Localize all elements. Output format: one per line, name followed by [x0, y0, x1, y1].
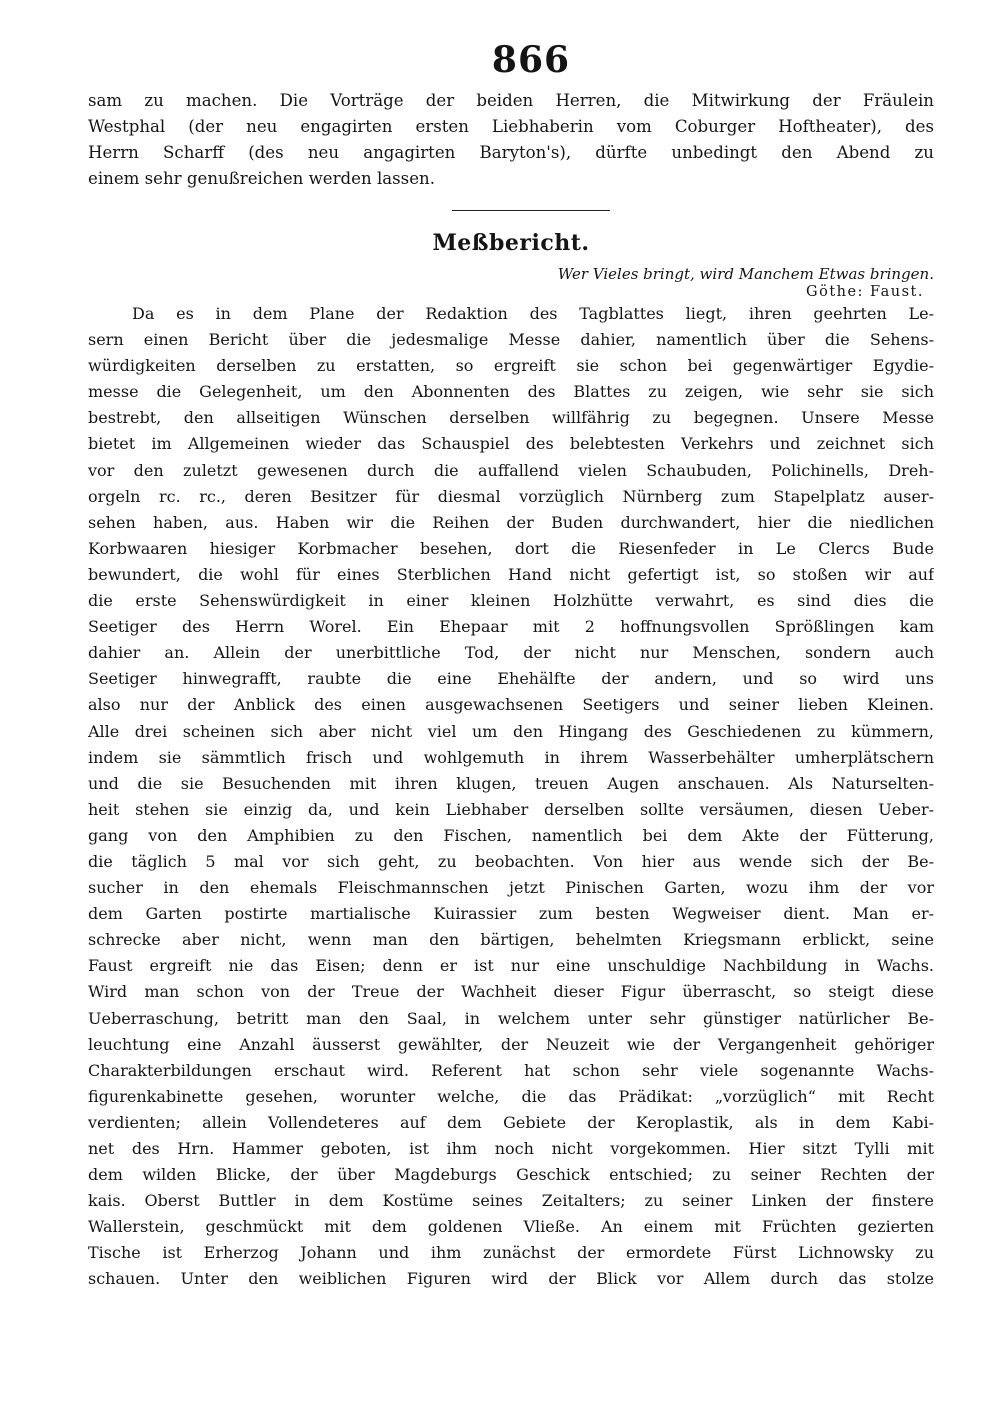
text-line: kais. Oberst Buttler in dem Kostüme seines Zeitalters; zu seiner Linken der finstere: [88, 1191, 934, 1211]
text-line: Wird man schon von der Treue der Wachheit dieser Figur überrascht, so steigt diese: [88, 982, 934, 1002]
text-line: dem wilden Blicke, der über Magdeburgs Geschick entschied; zu seiner Rechten der: [88, 1165, 934, 1185]
text-line: würdigkeiten derselben zu erstatten, so ergreift sie schon bei gegenwärtiger Egydie-: [88, 356, 934, 376]
text-line: sehen haben, aus. Haben wir die Reihen der Buden durchwandert, hier die niedlichen: [88, 512, 934, 532]
text-line: bietet im Allgemeinen wieder das Schauspiel des belebtesten Verkehrs und zeichnet sich: [88, 434, 934, 454]
text-line: dem Garten postirte martialische Kuirassier zum besten Wegweiser dient. Man er-: [88, 904, 934, 924]
section-divider: [452, 210, 610, 211]
text-line: schrecke aber nicht, wenn man den bärtigen, behelmten Kriegsmann erblickt, seine: [88, 930, 934, 950]
text-line: dahier an. Allein der unerbittliche Tod, der nicht nur Menschen, sondern auch: [88, 643, 934, 663]
text-line: und die sie Besuchenden mit ihren klugen, treuen Augen anschauen. Als Naturselten-: [88, 773, 934, 793]
text-line: bestrebt, den allseitigen Wünschen derselben willfährig zu begegnen. Unsere Messe: [88, 408, 934, 428]
text-line: also nur der Anblick des einen ausgewachsenen Seetigers und seiner lieben Kleinen.: [88, 695, 934, 715]
section-motto: Wer Vieles bringt, wird Manchem Etwas bringen.: [557, 265, 934, 283]
text-line: sam zu machen. Die Vorträge der beiden Herren, die Mitwirkung der Fräulein: [88, 91, 934, 110]
page-number: 866: [491, 39, 571, 81]
intro-paragraph: [88, 88, 934, 192]
text-line: schauen. Unter den weiblichen Figuren wird der Blick vor Allem durch das stolze: [88, 1269, 934, 1289]
text-line: Seetiger des Herrn Worel. Ein Ehepaar mit 2 hoffnungsvollen Sprößlingen kam: [88, 617, 934, 637]
motto-attribution: Göthe: Faust.: [806, 284, 924, 300]
text-line: figurenkabinette gesehen, worunter welche, die das Prädikat: „vorzüglich“ mit Recht: [88, 1086, 934, 1106]
text-line: vor den zuletzt gewesenen durch die auffallend vielen Schaubuden, Polichinells, Dreh-: [88, 460, 934, 480]
text-line: Tische ist Erherzog Johann und ihm zunächst der ermordete Fürst Lichnowsky zu: [88, 1243, 934, 1263]
text-line: leuchtung eine Anzahl äusserst gewählter, der Neuzeit wie der Vergangenheit gehöriger: [88, 1034, 934, 1054]
text-line: net des Hrn. Hammer geboten, ist ihm noch nicht vorgekommen. Hier sitzt Tylli mit: [88, 1139, 934, 1158]
text-line: Korbwaaren hiesiger Korbmacher besehen, dort die Riesenfeder in Le Clercs Bude: [88, 538, 934, 558]
text-line: Ueberraschung, betritt man den Saal, in welchem unter sehr günstiger natürlicher Be-: [88, 1008, 934, 1028]
text-line: sucher in den ehemals Fleischmannschen jetzt Pinischen Garten, wozu ihm der vor: [88, 878, 934, 898]
text-line: Da es in dem Plane der Redaktion des Tagblattes liegt, ihren geehrten Le-: [132, 304, 934, 323]
document-page: [88, 38, 934, 1293]
text-line: die erste Sehenswürdigkeit in einer kleinen Holzhütte verwahrt, es sind dies die: [88, 591, 934, 611]
text-line: Faust ergreift nie das Eisen; denn er ist nur eine unschuldige Nachbildung in Wachs.: [88, 956, 934, 976]
article-body: [88, 301, 934, 1293]
text-line: die täglich 5 mal vor sich geht, zu beobachten. Von hier aus wende sich der Be-: [88, 851, 934, 871]
text-line: sern einen Bericht über die jedesmalige Messe dahier, namentlich über die Sehens-: [88, 330, 934, 350]
text-line: Herrn Scharff (des neu angagirten Baryton's), dürfte unbedingt den Abend zu: [88, 143, 934, 162]
text-line: Seetiger hinwegrafft, raubte die eine Ehehälfte der andern, und so wird uns: [88, 669, 934, 689]
section-title: Meßbericht.: [432, 230, 590, 256]
text-line: Alle drei scheinen sich aber nicht viel um den Hingang des Geschiedenen zu kümmern,: [88, 721, 934, 741]
text-line: verdienten; allein Vollendeteres auf dem Gebiete der Keroplastik, als in dem Kabi-: [88, 1112, 934, 1132]
text-line: Wallerstein, geschmückt mit dem goldenen Vließe. An einem mit Früchten gezierten: [88, 1217, 934, 1237]
text-line: Westphal (der neu engagirten ersten Liebhaberin vom Coburger Hoftheater), des: [88, 117, 934, 136]
text-line: einem sehr genußreichen werden lassen.: [88, 169, 435, 188]
text-line: messe die Gelegenheit, um den Abonnenten des Blattes zu zeigen, wie sehr sie sich: [88, 382, 934, 402]
text-line: gang von den Amphibien zu den Fischen, namentlich bei dem Akte der Fütterung,: [88, 825, 934, 845]
text-line: orgeln rc. rc., deren Besitzer für diesmal vorzüglich Nürnberg zum Stapelplatz auser-: [88, 486, 934, 506]
text-line: Charakterbildungen erschaut wird. Referent hat schon sehr viele sogenannte Wachs-: [88, 1060, 934, 1080]
text-line: bewundert, die wohl für eines Sterblichen Hand nicht gefertigt ist, so stoßen wir auf: [88, 564, 934, 584]
text-line: indem sie sämmtlich frisch und wohlgemuth in ihrem Wasserbehälter umherplätschern: [88, 747, 934, 767]
text-line: heit stehen sie einzig da, und kein Liebhaber derselben sollte versäumen, diesen Ueber-: [88, 799, 934, 819]
